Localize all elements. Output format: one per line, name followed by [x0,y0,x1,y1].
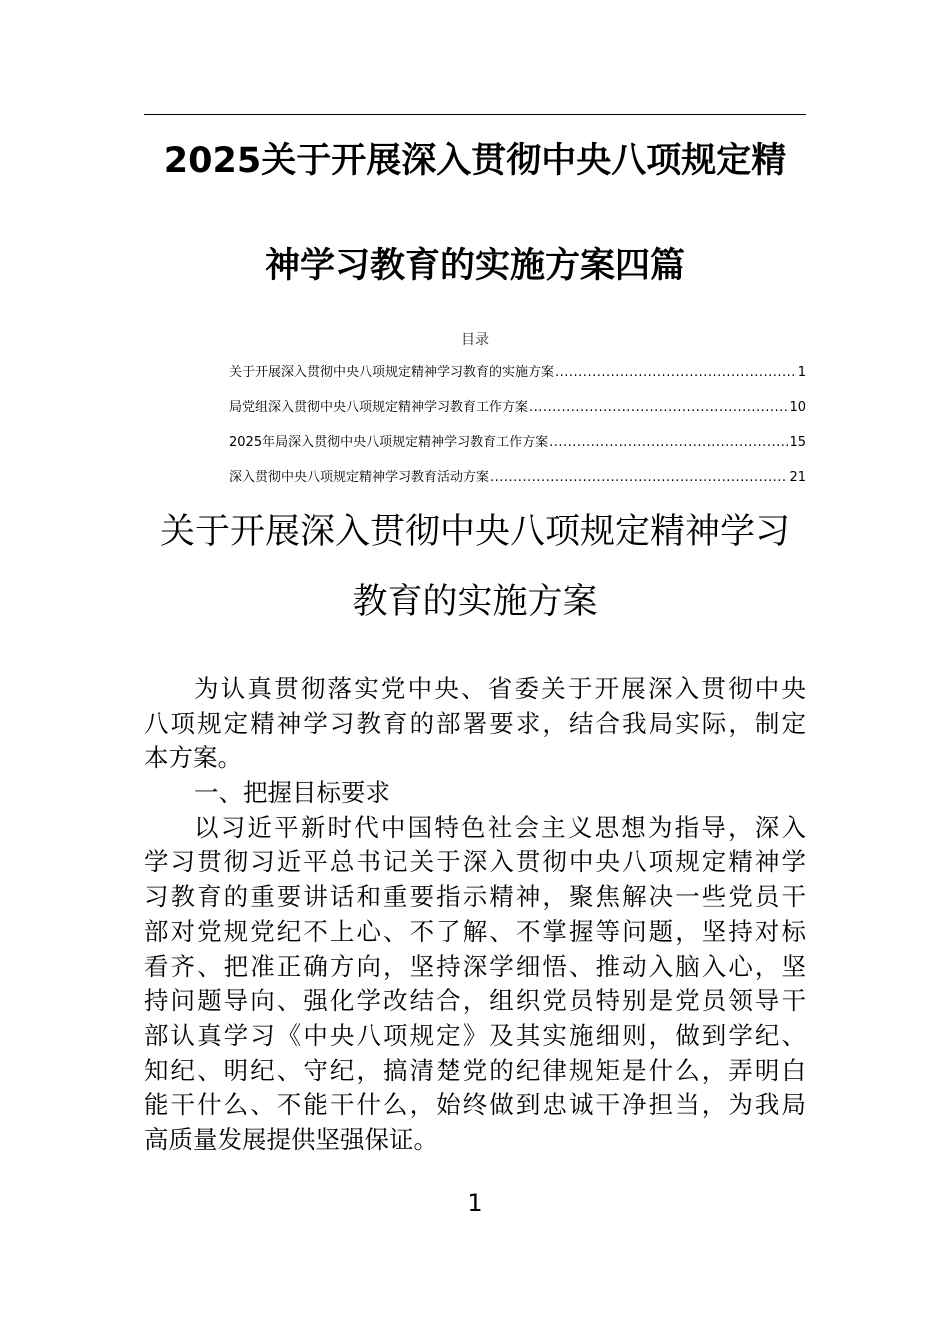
paragraph-line: 学习贯彻习近平总书记关于深入贯彻中央八项规定精神学 [144,847,806,877]
paragraph-line: 为认真贯彻落实党中央、省委关于开展深入贯彻中央 [194,674,806,703]
toc-leader-dots [549,433,788,453]
table-of-contents [229,363,806,503]
toc-leader-dots [555,363,797,383]
section-title-line-2: 教育的实施方案 [352,582,598,622]
paragraph-line: 习教育的重要讲话和重要指示精神，聚焦解决一些党员干 [144,882,806,912]
paragraph-line: 以习近平新时代中国特色社会主义思想为指导，深入 [194,812,806,842]
toc-leader-dots [490,468,788,488]
toc-entry-title: 局党组深入贯彻中央八项规定精神学习教育工作方案 [229,400,529,415]
paragraph-line: 部对党规党纪不上心、不了解、不掌握等问题，坚持对标 [144,916,806,946]
paragraph-line: 八项规定精神学习教育的部署要求，结合我局实际，制定 [144,708,806,738]
section-title-line-1: 关于开展深入贯彻中央八项规定精神学习 [159,512,790,552]
toc-entry-page: 1 [797,365,806,380]
paragraph-line: 本方案。 [144,743,242,773]
toc-entry-page: 15 [789,435,806,450]
toc-entry[interactable] [229,398,806,433]
document-title-line-1: 2025关于开展深入贯彻中央八项规定精 [163,141,787,181]
toc-entry-page: 10 [789,400,806,415]
toc-leader-dots [529,398,788,418]
document-title-line-2: 神学习教育的实施方案四篇 [264,246,685,286]
page-number: 1 [467,1189,483,1217]
toc-entry[interactable] [229,433,806,468]
paragraph-line: 高质量发展提供坚强保证。 [144,1124,438,1154]
paragraph-line: 能干什么、不能干什么，始终做到忠诚干净担当，为我局 [144,1090,806,1120]
paragraph-line: 持问题导向、强化学改结合，组织党员特别是党员领导干 [144,986,806,1016]
toc-entry-title: 2025年局深入贯彻中央八项规定精神学习教育工作方案 [229,435,549,450]
toc-entry-title: 深入贯彻中央八项规定精神学习教育活动方案 [229,470,490,485]
section-heading: 一、把握目标要求 [194,778,390,808]
toc-entry-page: 21 [789,470,806,485]
toc-entry[interactable] [229,468,806,503]
body-text [144,672,806,1158]
paragraph-line: 部认真学习《中央八项规定》及其实施细则，做到学纪、 [144,1020,806,1050]
toc-heading: 目录 [461,332,489,348]
paragraph-line: 看齐、把准正确方向，坚持深学细悟、推动入脑入心，坚 [144,951,806,981]
toc-entry[interactable] [229,363,806,398]
toc-entry-title: 关于开展深入贯彻中央八项规定精神学习教育的实施方案 [229,365,555,380]
top-rule [144,114,806,115]
paragraph-line: 知纪、明纪、守纪，搞清楚党的纪律规矩是什么，弄明白 [144,1055,806,1085]
